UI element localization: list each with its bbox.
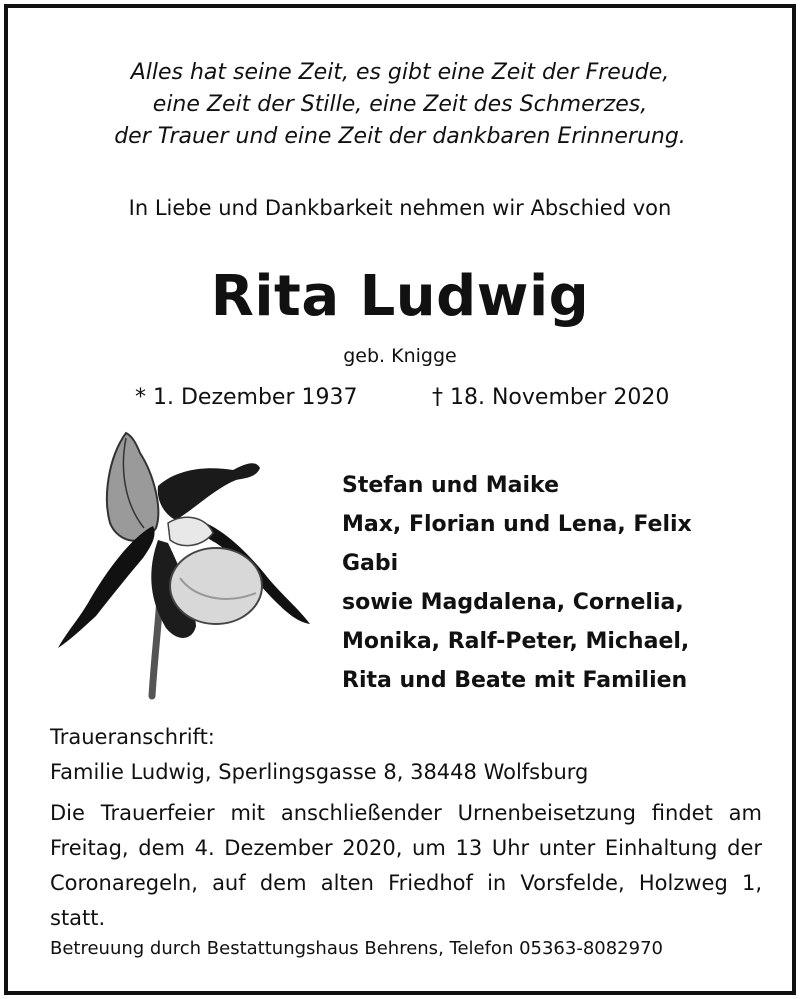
poem-line: eine Zeit der Stille, eine Zeit des Schmerzes, (152, 92, 648, 117)
undertaker-info: Betreuung durch Bestattungshaus Behrens, Telefon 05363-8082970 (50, 938, 663, 959)
intro-text: In Liebe und Dankbarkeit nehmen wir Abschied von (128, 196, 672, 220)
notice-line: Die Trauerfeier mit anschließender Urnenbeisetzung findet am (50, 801, 762, 825)
mourner-line: Gabi (342, 551, 399, 576)
death-date: † 18. November 2020 (432, 385, 670, 410)
address-value: Familie Ludwig, Sperlingsgasse 8, 38448 Wolfsburg (50, 760, 589, 784)
birth-date: * 1. Dezember 1937 (135, 385, 358, 410)
poem-line: Alles hat seine Zeit, es gibt eine Zeit der Freude, (130, 60, 670, 85)
mourner-line: Monika, Ralf-Peter, Michael, (342, 629, 690, 654)
funeral-notice (50, 796, 762, 936)
orchid-flower-icon (48, 428, 318, 703)
mourners-list (342, 466, 692, 700)
notice-line: Freitag, dem 4. Dezember 2020, um 13 Uhr unter Einhaltung der (50, 836, 762, 860)
birth-name: geb. Knigge (343, 345, 457, 367)
obituary-notice (4, 4, 796, 995)
mourner-line: Rita und Beate mit Familien (342, 668, 688, 693)
mourner-line: sowie Magdalena, Cornelia, (342, 590, 684, 615)
poem (8, 57, 792, 153)
mourning-address (50, 720, 588, 790)
mourner-line: Max, Florian und Lena, Felix (342, 512, 692, 537)
notice-line: statt. (50, 906, 106, 930)
mourner-line: Stefan und Maike (342, 473, 559, 498)
notice-line: Coronaregeln, auf dem alten Friedhof in Vorsfelde, Holzweg 1, (50, 871, 762, 895)
deceased-name: Rita Ludwig (210, 264, 590, 329)
address-label: Traueranschrift: (50, 725, 215, 749)
poem-line: der Trauer und eine Zeit der dankbaren Erinnerung. (114, 124, 686, 149)
